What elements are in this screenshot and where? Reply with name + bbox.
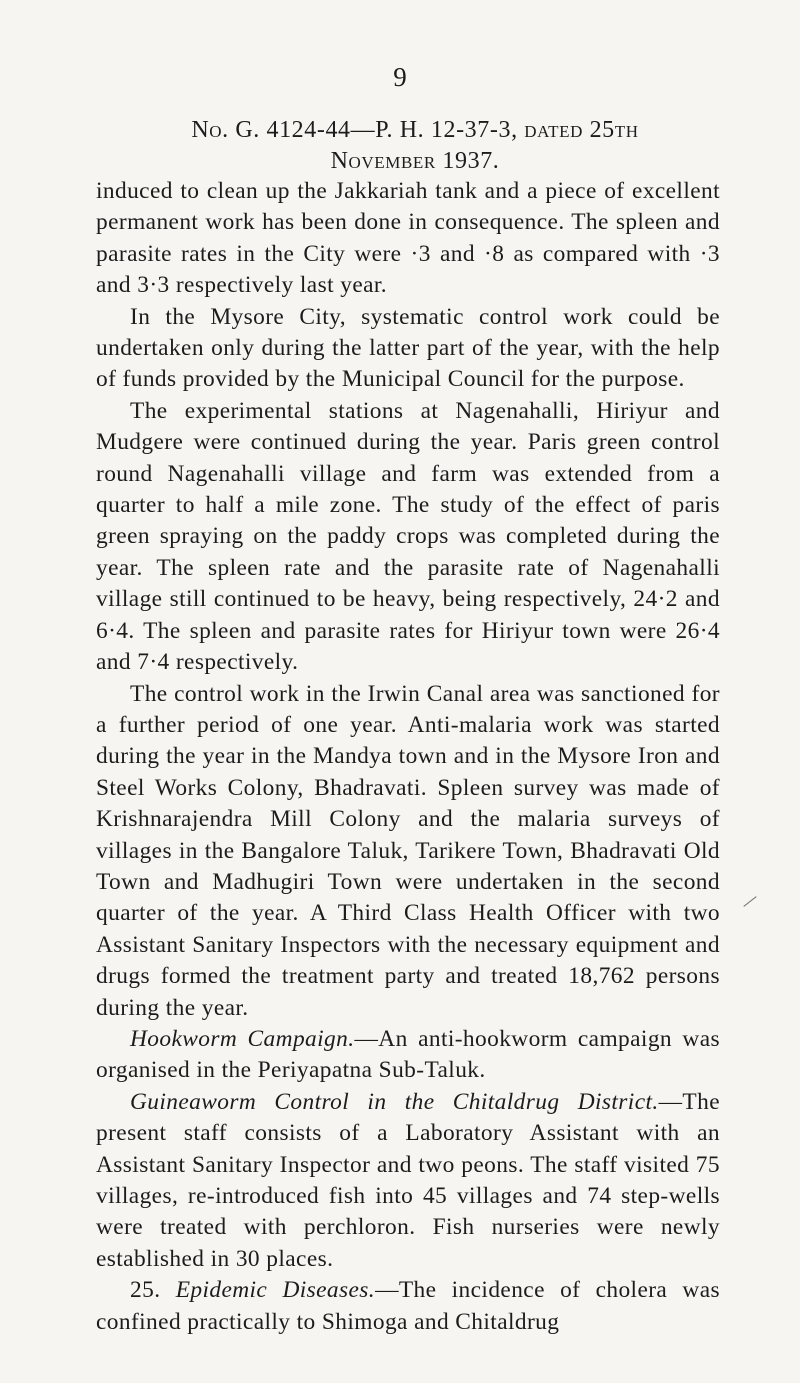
- paragraph-experimental-stations: The experimental stations at Nagenahalli, Hiriyur and Mudgere were continued during the year. Paris green control round Nagenahalli village and farm was extended from a quarter to half a mile zone. The study of the effect of paris green spraying on the paddy crops was completed during the year. The spleen rate and the parasite rate of Nagenahalli village still continued to be heavy, being respectively, 24·2 and 6·4. The spleen and parasite rates for Hiriyur town were 26·4 and 7·4 respectively.: [96, 397, 720, 676]
- page-number: 9: [393, 62, 407, 92]
- section-number: 25.: [130, 1277, 161, 1304]
- paragraph-irwin-canal: The control work in the Irwin Canal area was sanctioned for a further period of one year. Anti-malaria work was started during the year in the Mandya town and in the Mysore Iron and Steel Works Colony, Bhadravati. Spleen survey was made of Krishnarajendra Mill Colony and the malaria surveys of villages in the Bangalore Taluk, Tarikere Town, Bhadravati Old Town and Madhugiri Town were undertaken in the second quarter of the year. A Third Class Health Officer with two Assistant Sanitary Inspectors with the necessary equipment and drugs formed the treatment party and treated 18,762 persons during the year.: [96, 680, 720, 1021]
- epidemic-text: —The incidence of cholera was confined practically to Shimoga and Chitaldrug: [96, 1277, 721, 1335]
- order-header: [95, 115, 735, 177]
- guineaworm-heading: Guineaworm Control in the Chitaldrug District.: [130, 1088, 659, 1115]
- paragraph-mysore-city: In the Mysore City, systematic control work could be undertaken only during the latter part of the year, with the help of funds provided by the Municipal Council for the purpose.: [96, 303, 720, 393]
- guineaworm-text: —The present staff consists of a Laboratory Assistant with an Assistant Sanitary Inspector and two peons. The staff visited 75 villages, re-introduced fish into 45 villages and 74 step-wells were treated with perchloron. Fish nurseries were newly established in 30 places.: [96, 1088, 720, 1272]
- order-header-line-2: November 1937.: [330, 148, 500, 174]
- paragraph-hookworm: [96, 1024, 720, 1087]
- paragraph-guineaworm: [96, 1087, 720, 1275]
- paragraph-continuation: induced to clean up the Jakkariah tank and a piece of excellent permanent work has been done in consequence. The spleen and parasite rates in the City were ·3 and ·8 as compared with ·3 and 3·3 respectively last year.: [96, 178, 720, 299]
- paragraph-epidemic-diseases: [96, 1275, 720, 1338]
- epidemic-heading: Epidemic Diseases.: [175, 1277, 376, 1304]
- order-header-line-1: No. G. 4124-44—P. H. 12-37-3, dated 25th: [191, 117, 639, 143]
- body-text: [96, 176, 720, 1338]
- hookworm-text: —An anti-hookworm campaign was organised in the Periyapatna Sub-Taluk.: [96, 1025, 720, 1084]
- hookworm-heading: Hookworm Campaign.: [130, 1025, 355, 1052]
- margin-pencil-mark: [743, 896, 756, 907]
